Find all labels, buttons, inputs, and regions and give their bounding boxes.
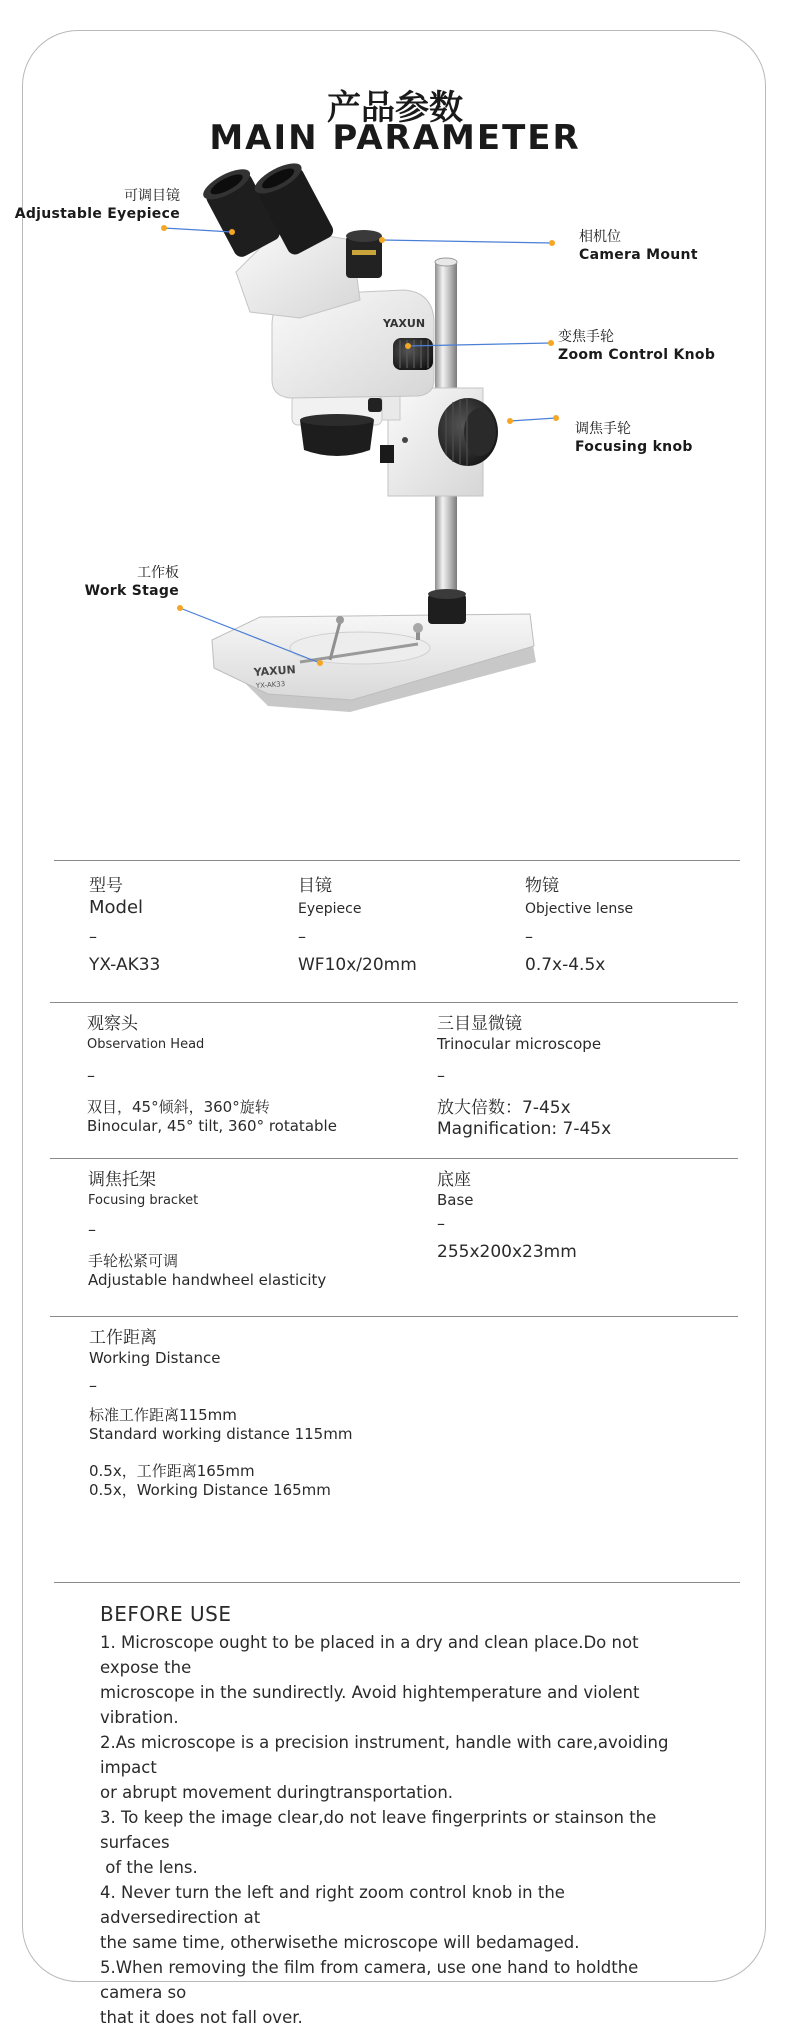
before-use-line: or abrupt movement duringtransportation. (100, 1783, 454, 1802)
microscope-illustration (0, 0, 790, 760)
param-trinocular-value-cn: 放大倍数：7-45x (437, 1098, 571, 1118)
base-brand-text: YAXUN (253, 663, 297, 679)
param-trinocular (437, 1014, 611, 1140)
param-head-en: Observation Head (87, 1037, 205, 1052)
before-use-line: 2.As microscope is a precision instrument, handle with care,avoiding impact (100, 1733, 669, 1777)
callout-stage-en: Work Stage (84, 583, 179, 599)
param-bracket-en: Focusing bracket (88, 1193, 199, 1208)
eyepiece-assembly (199, 157, 382, 318)
callout-zoom (558, 328, 715, 364)
callout-eyepiece (15, 187, 180, 223)
callout-stage (85, 564, 179, 600)
param-distance-en: Working Distance (89, 1349, 221, 1367)
param-base (437, 1170, 577, 1263)
base-model-text: YX-AK33 (255, 679, 286, 690)
param-base-dash: – (437, 1214, 445, 1233)
before-use-line: that it does not fall over. (100, 2008, 303, 2027)
param-distance-value1-en: Standard working distance 115mm (89, 1425, 353, 1443)
param-trinocular-en: Trinocular microscope (437, 1035, 602, 1053)
param-base-value: 255x200x23mm (437, 1242, 577, 1262)
before-use-line: 4. Never turn the left and right zoom control knob in the adversedirection at (100, 1883, 565, 1927)
work-stage (212, 614, 536, 712)
callout-focus-cn: 调焦手轮 (575, 421, 631, 437)
param-objective-cn: 物镜 (525, 876, 559, 896)
param-base-cn: 底座 (437, 1170, 471, 1190)
param-objective-dash: – (525, 927, 533, 946)
page-title-en: MAIN PARAMETER (209, 118, 581, 158)
before-use-line: of the lens. (100, 1858, 198, 1877)
before-use-list (100, 1630, 700, 2030)
callout-stage-cn: 工作板 (137, 565, 179, 581)
before-use-line: the same time, otherwisethe microscope will bedamaged. (100, 1933, 580, 1952)
param-distance-value2-en: 0.5x，Working Distance 165mm (89, 1481, 331, 1499)
param-base-en: Base (437, 1191, 474, 1209)
param-objective-en: Objective lense (525, 901, 634, 917)
param-model-value: YX-AK33 (89, 955, 161, 975)
callout-focus (575, 420, 693, 456)
callout-zoom-en: Zoom Control Knob (558, 347, 716, 363)
param-head (87, 1014, 337, 1136)
param-model-en: Model (89, 897, 144, 918)
focus-knob (438, 398, 498, 466)
param-eyepiece-dash: – (298, 927, 306, 946)
param-eyepiece-value: WF10x/20mm (298, 955, 417, 975)
param-bracket-value-cn: 手轮松紧可调 (88, 1252, 179, 1270)
param-model (89, 876, 160, 976)
before-use-line: 5.When removing the film from camera, use one hand to holdthe camera so (100, 1958, 639, 2002)
head-brand-text: YAXUN (383, 317, 426, 330)
callout-eyepiece-en: Adjustable Eyepiece (14, 206, 180, 222)
param-objective (525, 876, 633, 976)
objective-lens (292, 395, 382, 456)
param-distance-value2-cn: 0.5x，工作距离165mm (89, 1462, 255, 1480)
before-use-title: BEFORE USE (100, 1602, 232, 1626)
page-title-cn: 产品参数 (327, 88, 463, 128)
param-distance-cn: 工作距离 (89, 1328, 157, 1348)
param-distance-dash: – (89, 1376, 97, 1395)
param-distance-value1-cn: 标准工作距离115mm (89, 1406, 237, 1424)
param-bracket (88, 1170, 326, 1290)
before-use-line: 3. To keep the image clear,do not leave fingerprints or stainson the surfaces (100, 1808, 657, 1852)
callout-camera-en: Camera Mount (579, 247, 698, 263)
param-head-value-cn: 双目，45°倾斜，360°旋转 (87, 1098, 270, 1116)
divider (50, 1158, 738, 1159)
param-bracket-cn: 调焦托架 (88, 1170, 156, 1190)
callout-focus-en: Focusing knob (575, 439, 693, 455)
param-bracket-value-en: Adjustable handwheel elasticity (88, 1271, 327, 1289)
before-use-line: microscope in the sundirectly. Avoid hightemperature and violent vibration. (100, 1683, 640, 1727)
callout-camera-cn: 相机位 (579, 229, 621, 245)
before-use-line: 1. Microscope ought to be placed in a dry and clean place.Do not expose the (100, 1633, 639, 1677)
param-model-dash: – (89, 927, 97, 946)
callout-camera (579, 228, 698, 264)
zoom-knob (393, 338, 433, 370)
param-distance (89, 1328, 352, 1500)
param-head-dash: – (87, 1066, 95, 1085)
param-model-cn: 型号 (89, 876, 123, 896)
param-trinocular-cn: 三目显微镜 (437, 1014, 522, 1034)
param-eyepiece-en: Eyepiece (298, 901, 362, 917)
param-bracket-dash: – (88, 1220, 96, 1239)
callout-zoom-cn: 变焦手轮 (558, 329, 614, 345)
param-trinocular-dash: – (437, 1066, 445, 1085)
param-objective-value: 0.7x-4.5x (525, 955, 606, 975)
param-eyepiece-cn: 目镜 (298, 876, 332, 896)
divider (50, 1002, 738, 1003)
divider (50, 1316, 738, 1317)
divider (54, 1582, 740, 1583)
callout-eyepiece-cn: 可调目镜 (124, 188, 180, 204)
divider (54, 860, 740, 861)
param-eyepiece (298, 876, 417, 976)
param-head-cn: 观察头 (87, 1014, 138, 1034)
param-trinocular-value-en: Magnification: 7-45x (437, 1119, 612, 1139)
param-head-value-en: Binocular, 45° tilt, 360° rotatable (87, 1117, 337, 1135)
